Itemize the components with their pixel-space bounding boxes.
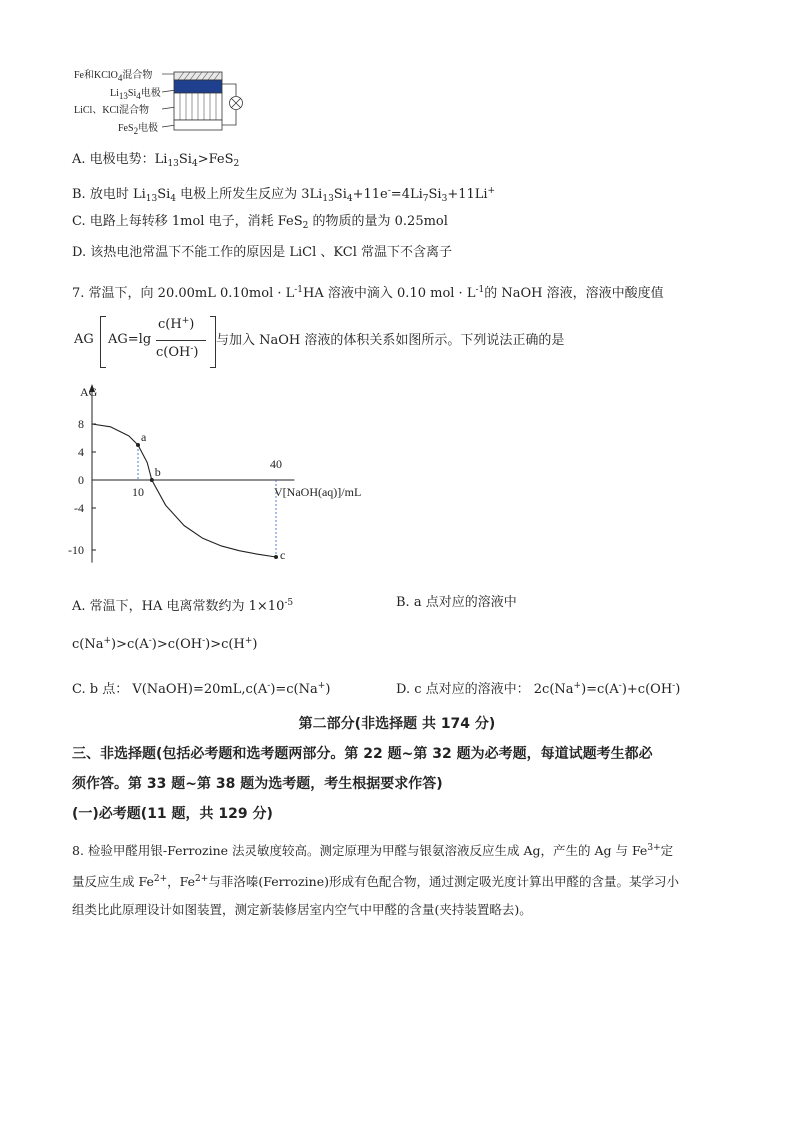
y-tick-label: 8 bbox=[78, 417, 84, 431]
ag-numerator: c(H+) bbox=[158, 316, 195, 332]
point-b-marker bbox=[150, 478, 154, 482]
point-b-label: b bbox=[154, 465, 161, 479]
ag-definition: AG=lg bbox=[108, 332, 152, 347]
q8-line2: 量反应生成 $Fe^{2+}$，$Fe^{2+}$与菲洛嗪(Ferrozine)形成有色配合物，通过测定吸光度计算出甲醛的含量。某学习小 bbox=[72, 874, 679, 889]
y-tick-label: -10 bbox=[68, 543, 84, 557]
q7-option-a: A. 常温下，HA 电离常数约为 $1\times 10^{-5}$ bbox=[72, 598, 294, 614]
q8-line1: 8. 检验甲醛用银-Ferrozine 法灵敏度较高。测定原理为甲醛与银氨溶液反应生成 Ag，产生的 Ag 与 $Fe^{3+}$定 bbox=[72, 843, 674, 858]
x-axis-label: V[NaOH(aq)]/mL bbox=[274, 485, 362, 499]
y-axis-label: AG bbox=[80, 385, 98, 399]
part2-title: 第二部分(非选择题 共 174 分) bbox=[298, 716, 496, 732]
battery-diagram bbox=[70, 62, 250, 140]
q7-stem-line1: 7. 常温下，向 20.00mL $0.10mol \cdot L^{-1}HA$ 溶液中滴入 0.10 mol · $L^{-1}$的 NaOH 溶液，溶液中酸度值 bbox=[72, 285, 664, 301]
q7-ag-formula bbox=[72, 312, 222, 368]
point-a-label: a bbox=[141, 430, 147, 444]
fraction-bar bbox=[156, 340, 206, 341]
q7-option-b: B. a 点对应的溶液中 bbox=[396, 595, 517, 610]
battery-label-fe-kclo4: Fe和KClO4混合物 bbox=[74, 70, 153, 83]
ag-curve bbox=[92, 424, 276, 557]
required-questions-heading: (一)必考题(11 题，共 129 分) bbox=[72, 806, 273, 822]
q6-option-c: C. 电路上每转移 1mol 电子，消耗 FeS$_2$ 的物质的量为 0.25mol bbox=[72, 214, 448, 231]
q7-option-c: C. b 点： V(NaOH)=20mL,c(A-)=c(Na+) bbox=[72, 681, 331, 697]
point-c-label: c bbox=[280, 548, 286, 562]
battery-cell-drawing bbox=[70, 62, 250, 140]
x-tick-label: 10 bbox=[132, 485, 144, 499]
y-tick-label: 0 bbox=[78, 473, 84, 487]
y-tick-label: 4 bbox=[78, 445, 84, 459]
y-tick-label: -4 bbox=[74, 501, 84, 515]
left-bracket bbox=[100, 316, 106, 368]
q6-option-d: D. 该热电池常温下不能工作的原因是 LiCl 、KCl 常温下不含离子 bbox=[72, 245, 452, 260]
section3-line1: 三、非选择题(包括必考题和选考题两部分。第 22 题~第 32 题为必考题，每道试题考生都必 bbox=[72, 746, 653, 762]
q6-option-a: A. 电极电势：$Li_{13}Si_4>FeS_2$ bbox=[72, 152, 240, 169]
battery-label-li13si4: Li13Si4电极 bbox=[110, 88, 161, 101]
ag-titration-chart bbox=[70, 380, 370, 580]
section3-line2: 须作答。第 33 题~第 38 题为选考题，考生根据要求作答) bbox=[72, 776, 443, 792]
ag-symbol: AG bbox=[74, 332, 94, 347]
point-c-marker bbox=[274, 555, 278, 559]
ag-denominator: c(OH-) bbox=[156, 344, 199, 360]
x-tick-label: 40 bbox=[270, 457, 282, 471]
q6-option-b: B. 放电时 $Li_{13}Si_4$ 电极上所发生反应为 $3Li_{13}Si_4+11e^-=4Li_7Si_3+11Li^+$ bbox=[72, 186, 496, 204]
q7-option-d: D. c 点对应的溶液中： 2c(Na+)=c(A-)+c(OH-) bbox=[396, 681, 681, 697]
q7-stem-line2: 与加入 NaOH 溶液的体积关系如图所示。下列说法正确的是 bbox=[216, 333, 565, 348]
battery-label-licl-kcl: LiCl、KCl混合物 bbox=[74, 105, 150, 116]
q7-option-b-inequality: c(Na+)>c(A-)>c(OH-)>c(H+) bbox=[72, 636, 258, 652]
point-a-marker bbox=[136, 443, 140, 447]
battery-label-fes2: FeS2电极 bbox=[118, 123, 159, 136]
q8-line3: 组类比此原理设计如图装置，测定新装修居室内空气中甲醛的含量(夹持装置略去)。 bbox=[72, 902, 532, 917]
